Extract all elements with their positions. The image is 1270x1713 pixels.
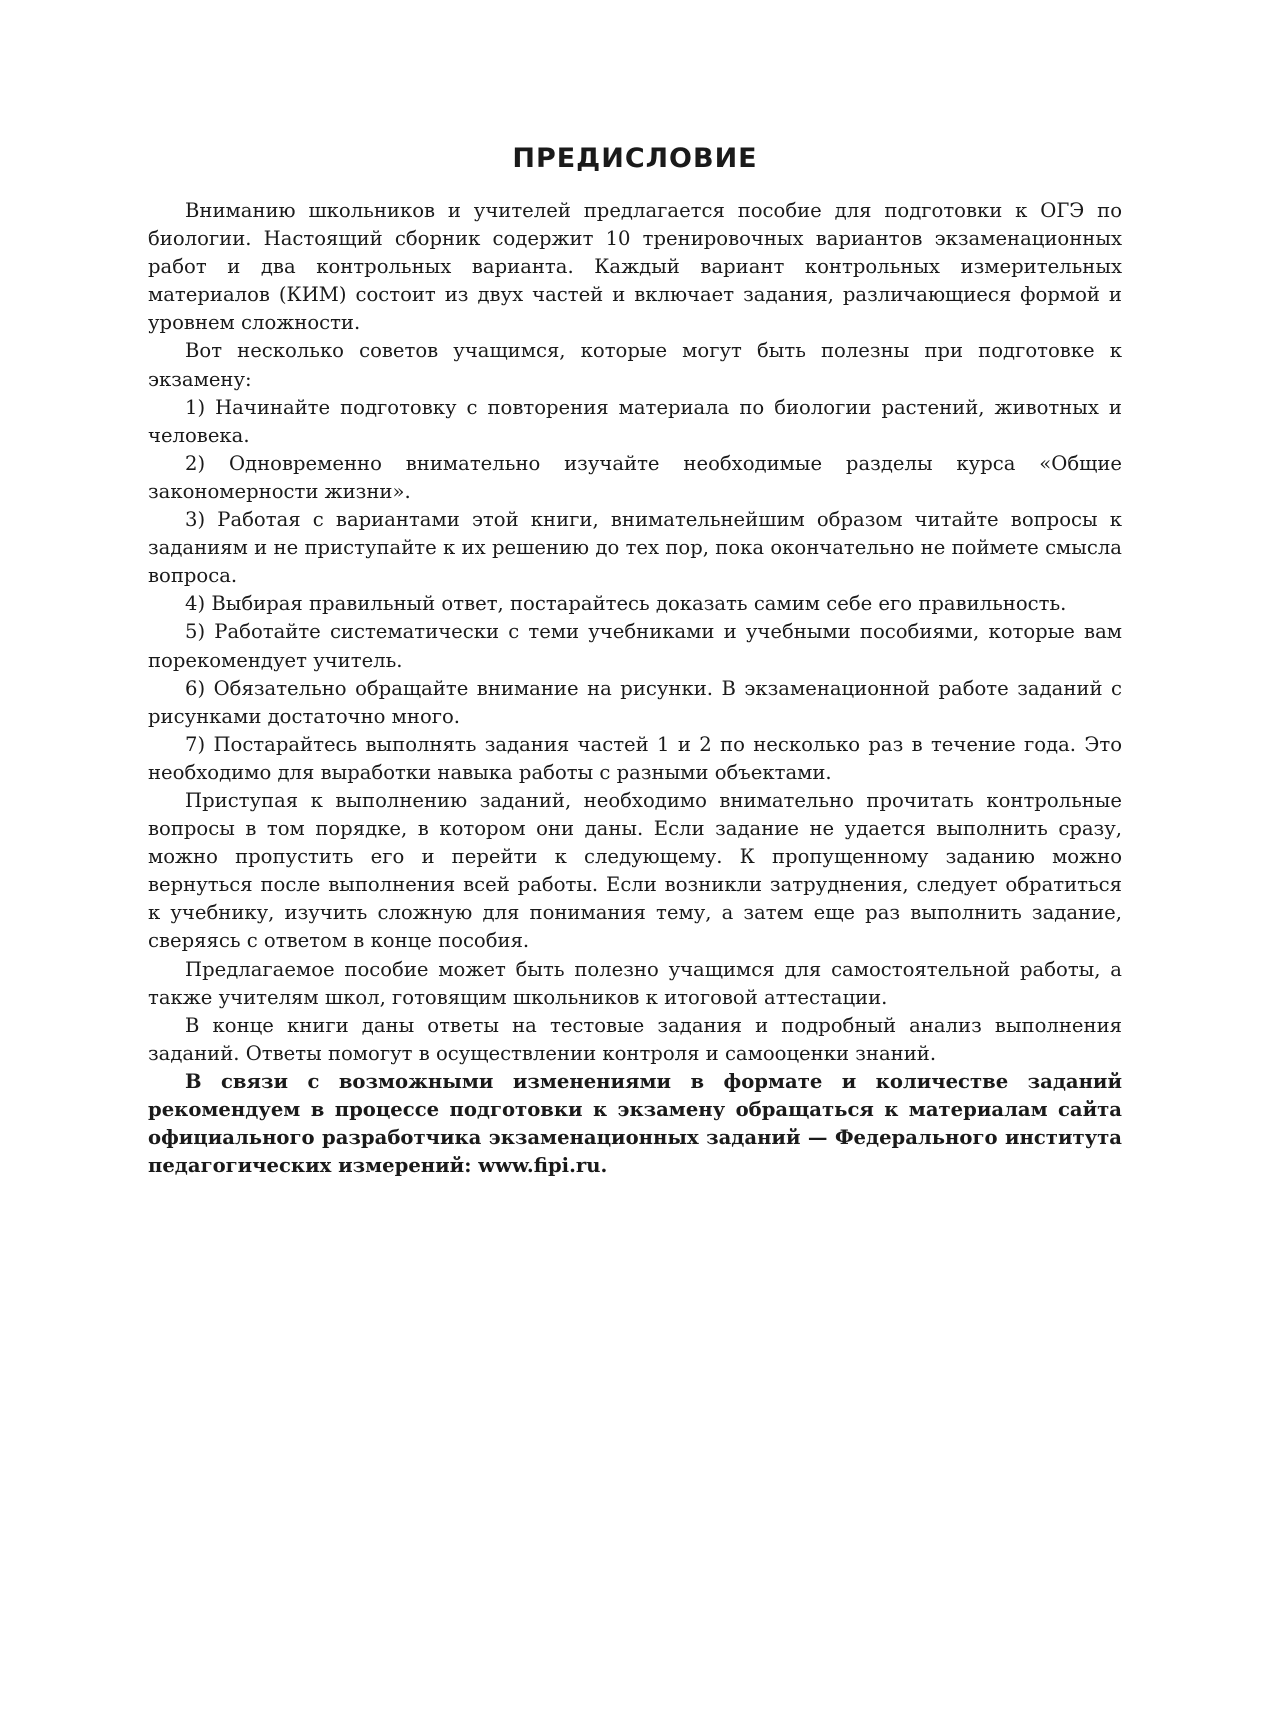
advice-item-5: 5) Работайте систематически с теми учебниками и учебными пособиями, которые вам порекомендует учитель.: [148, 620, 1122, 672]
paragraph-answers: В конце книги даны ответы на тестовые задания и подробный анализ выполнения заданий. Ответы помогут в осуществлении контроля и самооценки знаний.: [148, 1013, 1122, 1065]
paragraph-audience: Предлагаемое пособие может быть полезно учащимся для самостоятельной работы, а также учителям школ, готовящим школьников к итоговой аттестации.: [148, 957, 1122, 1009]
paragraph-advice-intro: Вот несколько советов учащимся, которые могут быть полезны при подготовке к экзамену:: [148, 339, 1122, 391]
advice-item-4: 4) Выбирая правильный ответ, постарайтесь доказать самим себе его правильность.: [185, 592, 1067, 616]
advice-item-2: 2) Одновременно внимательно изучайте необходимые разделы курса «Общие закономерности жизни».: [148, 451, 1122, 503]
advice-item-6: 6) Обязательно обращайте внимание на рисунки. В экзаменационной работе заданий с рисунками достаточно много.: [148, 676, 1122, 728]
advice-item-7: 7) Постарайтесь выполнять задания частей 1 и 2 по несколько раз в течение года. Это необходимо для выработки навыка работы с разными объектами.: [148, 732, 1122, 784]
page-title: ПРЕДИСЛОВИЕ: [512, 143, 758, 174]
body-text: [148, 197, 1122, 1180]
paragraph-intro: Вниманию школьников и учителей предлагается пособие для подготовки к ОГЭ по биологии. Настоящий сборник содержит 10 тренировочных вариантов экзаменационных работ и два контрольных варианта. Каждый вариант контрольных измерительных материалов (КИМ) состоит из двух частей и включает задания, различающиеся формой и уровнем сложности.: [148, 199, 1122, 335]
paragraph-procedure: Приступая к выполнению заданий, необходимо внимательно прочитать контрольные вопросы в том порядке, в котором они даны. Если задание не удается выполнить сразу, можно пропустить его и перейти к следующему. К пропущенному заданию можно вернуться после выполнения всей работы. Если возникли затруднения, следует обратиться к учебнику, изучить сложную для понимания тему, а затем еще раз выполнить задание, сверяясь с ответом в конце пособия.: [148, 788, 1122, 953]
advice-item-3: 3) Работая с вариантами этой книги, внимательнейшим образом читайте вопросы к заданиям и не приступайте к их решению до тех пор, пока окончательно не поймете смысла вопроса.: [148, 508, 1122, 588]
advice-item-1: 1) Начинайте подготовку с повторения материала по биологии растений, животных и человека.: [148, 395, 1122, 447]
notice-paragraph: В связи с возможными изменениями в формате и количестве заданий рекомендуем в процессе подготовки к экзамену обращаться к материалам сайта официального разработчика экзаменационных заданий — Федерального института педагогических измерений: www.fipi.ru.: [148, 1069, 1122, 1178]
